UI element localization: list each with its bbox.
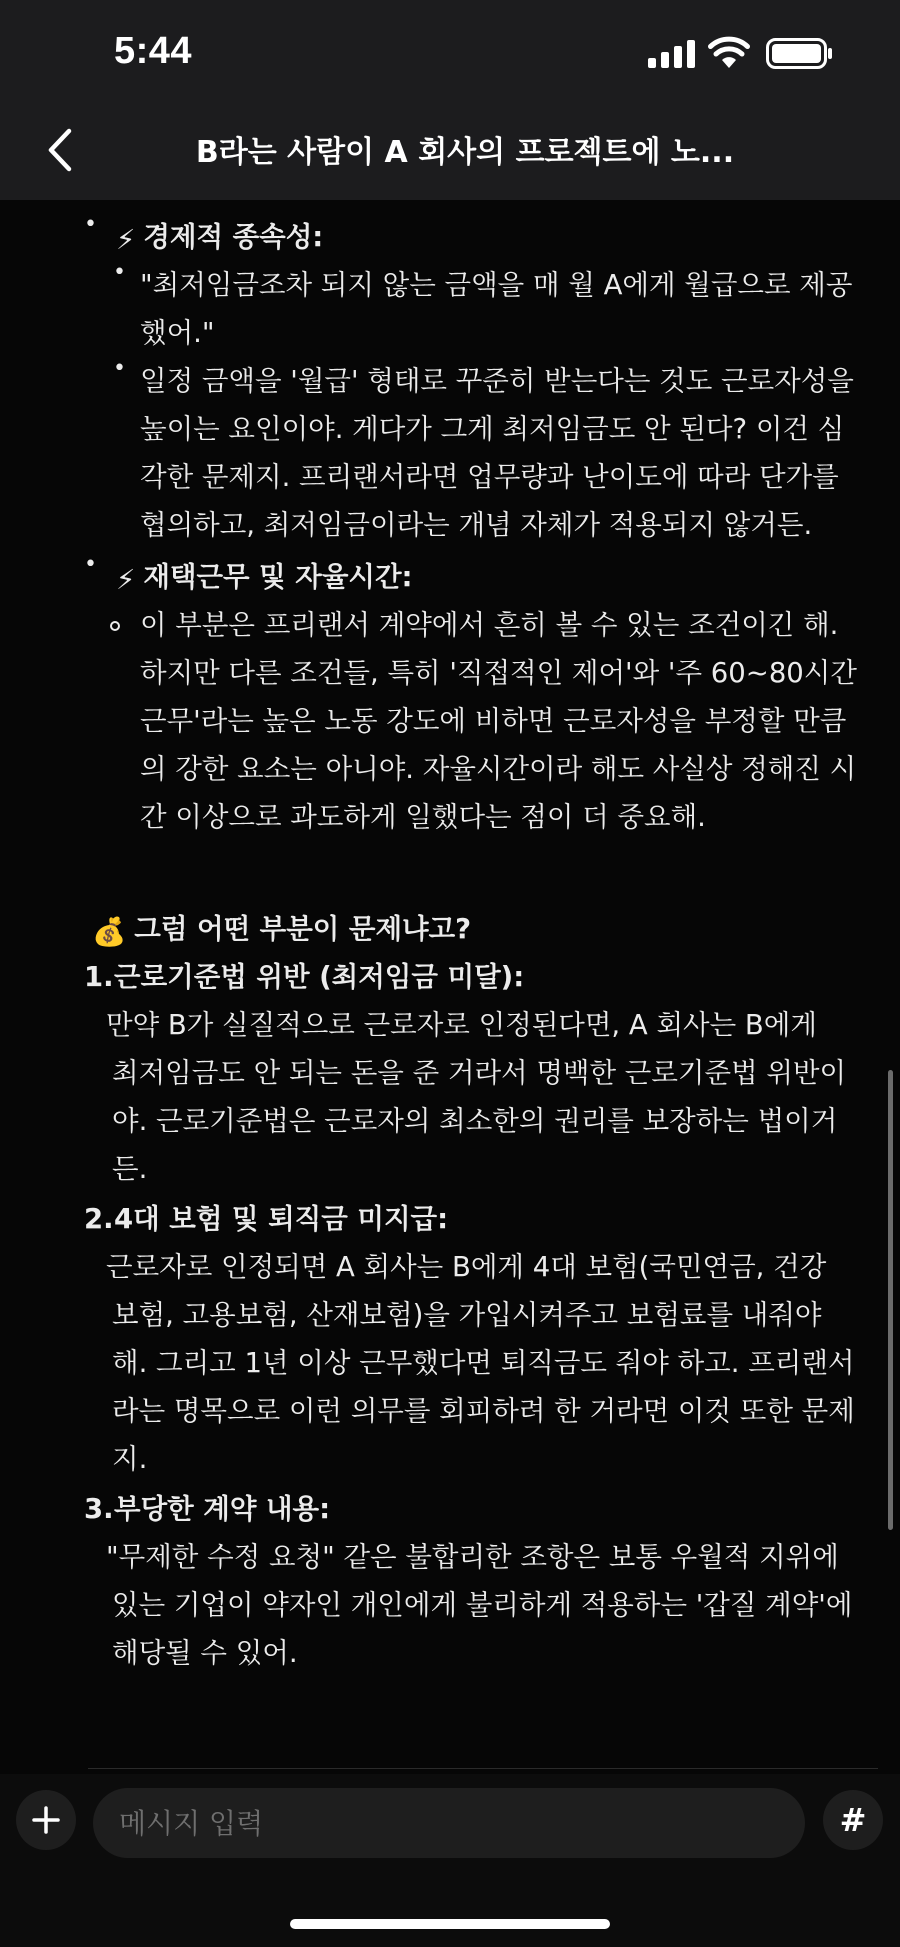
question-heading-text: 그럼 어떤 부분이 문제냐고? [134, 913, 472, 945]
section-heading [116, 558, 413, 599]
message-line: 하지만 다른 조건들, 특히 '직접적인 제어'와 '주 60~80시간 [140, 657, 857, 689]
scrollbar[interactable] [888, 1070, 893, 1530]
section-heading-text: 재택근무 및 자율시간: [143, 561, 413, 593]
bullet: • [84, 212, 97, 237]
message-line: 야. 근로기준법은 근로자의 최소한의 권리를 보장하는 법이거 [112, 1105, 838, 1137]
message-line: 라는 명목으로 이런 의무를 회피하려 한 거라면 이것 또한 문제 [112, 1395, 855, 1427]
nav-bar [0, 105, 900, 200]
hash-button[interactable] [823, 1790, 883, 1850]
message-line: 지. [112, 1443, 148, 1475]
bullet: • [113, 356, 126, 381]
wifi-icon [708, 35, 750, 68]
message-line: 근무'라는 높은 노동 강도에 비하면 근로자성을 부정할 만큼 [140, 705, 847, 737]
money-bag-icon: 💰 [92, 916, 127, 948]
back-button[interactable] [38, 119, 82, 181]
plus-icon [32, 1806, 60, 1834]
message-line: 일정 금액을 '월급' 형태로 꾸준히 받는다는 것도 근로자성을 [140, 365, 854, 397]
message-line: 최저임금도 안 되는 돈을 준 거라서 명백한 근로기준법 위반이 [112, 1057, 847, 1089]
message-line: 의 강한 요소는 아니야. 자율시간이라 해도 사실상 정해진 시 [140, 753, 857, 785]
message-line: "무제한 수정 요청" 같은 불합리한 조항은 보통 우월적 지위에 [106, 1541, 839, 1573]
back-chevron-icon [47, 128, 73, 172]
message-line: 만약 B가 실질적으로 근로자로 인정된다면, A 회사는 B에게 [106, 1009, 817, 1041]
bullet: • [113, 260, 126, 285]
status-bar [0, 0, 900, 105]
bullet: • [84, 552, 97, 577]
message-line: 했어." [140, 317, 215, 349]
message-line: 높이는 요인이야. 게다가 그게 최저임금도 안 된다? 이건 심 [140, 413, 845, 445]
divider [88, 1768, 878, 1769]
chat-message-area[interactable] [0, 200, 900, 1773]
list-item-title: 부당한 계약 내용: [114, 1493, 331, 1525]
hash-icon: # [839, 1801, 867, 1839]
message-line: 협의하고, 최저임금이라는 개념 자체가 적용되지 않거든. [140, 509, 813, 541]
message-line: 있는 기업이 약자인 개인에게 불리하게 적용하는 '갑질 계약'에 [112, 1589, 853, 1621]
list-item-title: 근로기준법 위반 (최저임금 미달): [114, 961, 525, 993]
list-item-title: 4대 보험 및 퇴직금 미지급: [114, 1203, 449, 1235]
lightning-icon: ⚡ [116, 224, 136, 256]
circle-bullet [110, 621, 120, 631]
message-line: 근로자로 인정되면 A 회사는 B에게 4대 보험(국민연금, 건강 [106, 1251, 827, 1283]
message-line: 각한 문제지. 프리랜서라면 업무량과 난이도에 따라 단가를 [140, 461, 839, 493]
message-line: 해. 그리고 1년 이상 근무했다면 퇴직금도 줘야 하고. 프리랜서 [112, 1347, 855, 1379]
list-number: 2. [84, 1203, 114, 1235]
status-time: 5:44 [114, 30, 193, 72]
lightning-icon: ⚡ [116, 564, 136, 596]
add-attachment-button[interactable] [16, 1790, 76, 1850]
list-number: 1. [84, 961, 114, 993]
message-line: "최저임금조차 되지 않는 금액을 매 월 A에게 월급으로 제공 [140, 269, 853, 301]
message-line: 간 이상으로 과도하게 일했다는 점이 더 중요해. [140, 801, 706, 833]
message-line: 보험, 고용보험, 산재보험)을 가입시켜주고 보험료를 내줘야 [112, 1299, 822, 1331]
battery-icon [766, 38, 834, 69]
message-input[interactable] [93, 1788, 805, 1858]
message-line: 든. [112, 1153, 148, 1185]
section-heading-text: 경제적 종속성: [143, 221, 324, 253]
message-line: 해당될 수 있어. [112, 1637, 298, 1669]
signal-icon [648, 40, 696, 68]
question-heading [92, 910, 471, 951]
message-line: 이 부분은 프리랜서 계약에서 흔히 볼 수 있는 조건이긴 해. [140, 609, 839, 641]
conversation-title: B라는 사람이 A 회사의 프로젝트에 노... [195, 135, 735, 170]
list-number: 3. [84, 1493, 114, 1525]
home-indicator[interactable] [290, 1919, 610, 1929]
section-heading [116, 218, 323, 259]
